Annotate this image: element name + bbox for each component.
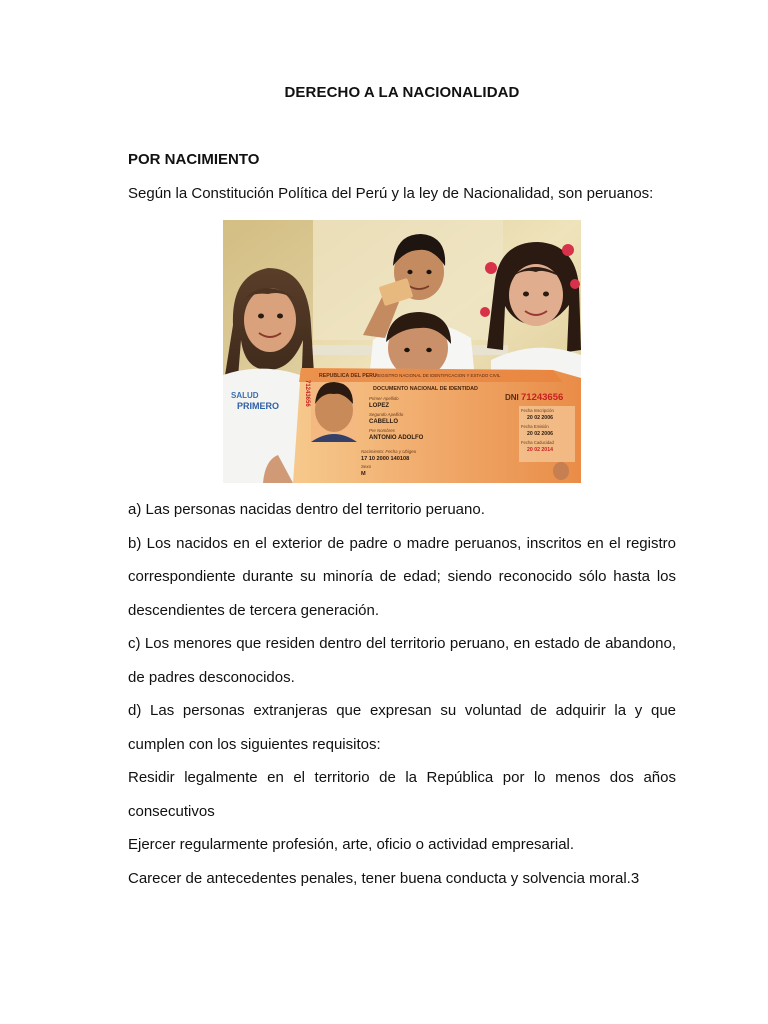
requirement-profession: Ejercer regularmente profesión, arte, oficio o actividad empresarial. (128, 836, 575, 853)
sex-value: M (361, 471, 366, 477)
first-surname-label: Primer Apellido (369, 396, 399, 401)
card-title: DOCUMENTO NACIONAL DE IDENTIDAD (373, 386, 478, 392)
expiry-label: Fecha Caducidad (521, 440, 554, 445)
intro-paragraph: Según la Constitución Política del Perú y la ley de Nacionalidad, son peruanos: (128, 185, 654, 202)
card-vertical-number: 71243656 (304, 380, 310, 407)
shirt-text-bottom: PRIMERO (237, 401, 280, 411)
body-text (128, 493, 676, 895)
inscription-label: Fecha Inscripción (521, 408, 554, 413)
photo-illustration (223, 220, 581, 483)
expiry-date: 20 02 2014 (527, 447, 553, 453)
paragraph-a: a) Las personas nacidas dentro del territorio peruano. (128, 501, 485, 518)
card-header-reniec: REGISTRO NACIONAL DE IDENTIFICACION Y ESTADO CIVIL (375, 373, 501, 378)
emission-date: 20 02 2006 (527, 431, 553, 437)
children-dni-photo (223, 220, 581, 483)
first-surname: LOPEZ (369, 403, 390, 409)
birth-value: 17 10 2000 140108 (361, 456, 410, 462)
dni-card (293, 368, 581, 483)
shirt-text-top: SALUD (231, 391, 259, 400)
document-title: DERECHO A LA NACIONALIDAD (284, 84, 520, 101)
section-heading: POR NACIMIENTO (128, 151, 260, 168)
card-header-country: REPUBLICA DEL PERU (319, 373, 377, 379)
paragraph-c: c) Los menores que residen dentro del territorio peruano, en estado de abandono, de padres desconocidos. (128, 635, 676, 686)
requirement-residence: Residir legalmente en el territorio de la República por lo menos dos años consecutivos (128, 769, 676, 820)
second-surname: CABELLO (369, 419, 398, 425)
birth-label: Nacimiento: Fecha y Ubigeo (361, 449, 417, 454)
emission-label: Fecha Emisión (521, 424, 549, 429)
dni-number: 71243656 (521, 392, 564, 403)
dni-label: DNI (505, 393, 519, 402)
given-names: ANTONIO ADOLFO (369, 435, 424, 441)
second-surname-label: Segundo Apellido (369, 412, 404, 417)
given-names-label: Pre Nombres (369, 428, 395, 433)
inscription-date: 20 02 2006 (527, 415, 553, 421)
paragraph-b: b) Los nacidos en el exterior de padre o madre peruanos, inscritos en el registro correspondiente durante su minoría de edad; siendo reconocido sólo hasta los descendientes de tercera generación. (128, 534, 676, 619)
paragraph-d: d) Las personas extranjeras que expresan su voluntad de adquirir la y que cumplen con los siguientes requisitos: (128, 702, 676, 753)
sex-label: Sexo (361, 464, 372, 469)
requirement-conduct: Carecer de antecedentes penales, tener buena conducta y solvencia moral.3 (128, 869, 640, 887)
